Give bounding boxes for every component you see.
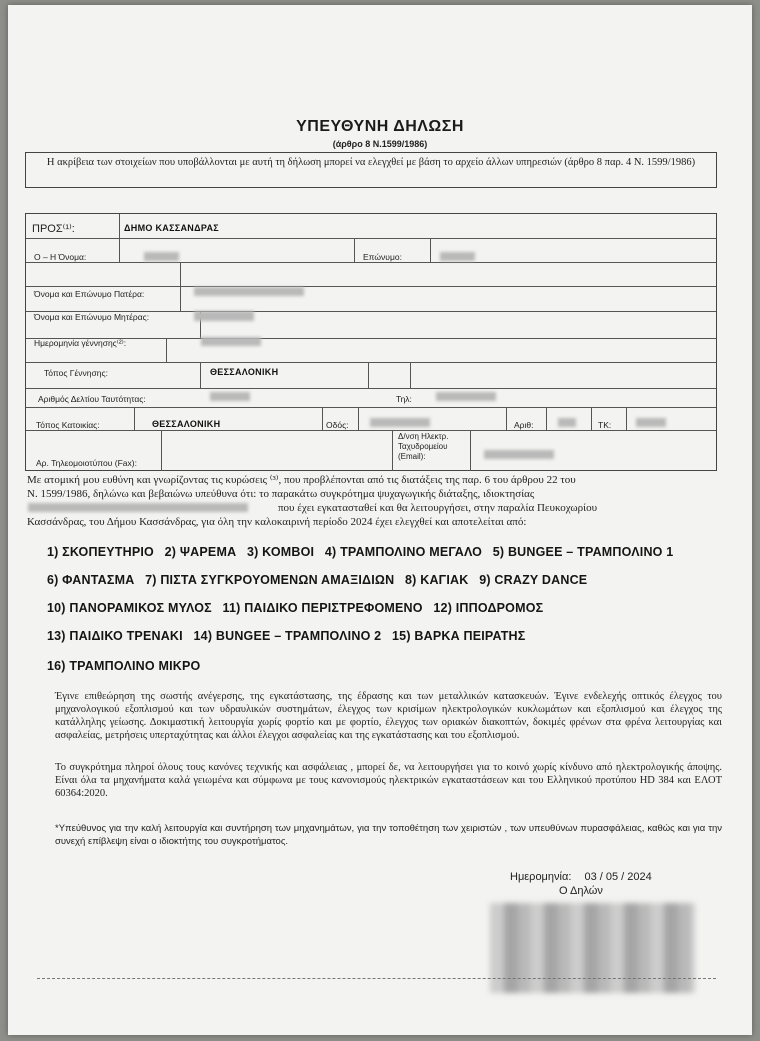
father-name-redacted	[194, 287, 304, 296]
phone-label: Τηλ:	[396, 394, 412, 404]
surname-redacted	[440, 252, 475, 261]
list-item: 14) BUNGEE – ΤΡΑΜΠΟΛΙΝΟ 2	[193, 629, 382, 643]
list-item: 3) ΚΟΜΒΟΙ	[247, 545, 315, 559]
street-number-label: Αριθ:	[514, 420, 534, 430]
list-item: 10) ΠΑΝΟΡΑΜΙΚΟΣ ΜΥΛΟΣ	[47, 601, 212, 615]
mother-name-label: Όνομα και Επώνυμο Μητέρας:	[34, 312, 150, 322]
name-label: Ο – Η Όνομα:	[34, 252, 87, 262]
list-item: 1) ΣΚΟΠΕΥΤΗΡΙΟ	[47, 545, 154, 559]
items-row-1	[47, 545, 680, 559]
mother-name-redacted	[194, 311, 254, 321]
items-row-3	[47, 601, 550, 615]
postcode-label: ΤΚ:	[598, 420, 612, 430]
to-label: ΠΡΟΣ⁽¹⁾:	[32, 223, 75, 235]
declarant-form	[25, 213, 717, 471]
street-redacted	[370, 418, 430, 427]
surname-label: Επώνυμο:	[363, 252, 402, 262]
declaration-line-2: Ν. 1599/1986, δηλώνω και βεβαιώνω υπεύθυνα ότι: το παρακάτω συγκρότημα ψυχαγωγικής διάταξης, ιδιοκτησίας	[27, 488, 535, 500]
list-item: 4) ΤΡΑΜΠΟΛΙΝΟ ΜΕΓΑΛΟ	[324, 545, 483, 559]
list-item: 11) ΠΑΙΔΙΚΟ ΠΕΡΙΣΤΡΕΦΟΜΕΝΟ	[222, 601, 423, 615]
date-value: 03 / 05 / 2024	[584, 871, 652, 883]
declaration-line-3: που έχει εγκατασταθεί και θα λειτουργήσει, στην παραλία Πευκοχωρίου	[278, 502, 598, 514]
list-item: 15) ΒΑΡΚΑ ΠΕΙΡΑΤΗΣ	[392, 629, 526, 643]
list-item: 16) ΤΡΑΜΠΟΛΙΝΟ ΜΙΚΡΟ	[47, 659, 201, 673]
list-item: 2) ΨΑΡΕΜΑ	[164, 545, 237, 559]
street-number-redacted	[558, 418, 576, 427]
street-label: Οδός:	[326, 420, 349, 430]
email-redacted	[484, 450, 554, 459]
email-label: Δ/νση Ηλεκτρ. Ταχυδρομείου (Email):	[398, 432, 449, 461]
list-item: 12) ΙΠΠΟΔΡΟΜΟΣ	[433, 601, 544, 615]
birthplace-value: ΘΕΣΣΑΛΟΝΙΚΗ	[210, 367, 279, 377]
list-item: 6) ΦΑΝΤΑΣΜΑ	[47, 573, 135, 587]
declaration-line-4: Κασσάνδρας, του Δήμου Κασσάνδρας, για όλη την καλοκαιρινή περίοδο 2024 έχει ελεγχθεί και αποτελείται από:	[27, 516, 527, 528]
signature-date	[510, 871, 652, 883]
items-row-2	[47, 573, 594, 587]
phone-redacted	[436, 392, 496, 401]
list-item: 5) BUNGEE – ΤΡΑΜΠΟΛΙΝΟ 1	[492, 545, 674, 559]
compliance-paragraph: Το συγκρότημα πληροί όλους τους κανόνες τεχνικής και ασφάλειας , μπορεί δε, να λειτουργήσει για το κοινό χωρίς κίνδυνο από ηλεκτρολογικής άποψης. Είναι όλα τα μηχανήματα καλά γειωμένα και σύμφωνα με τους κανονισμούς ηλεκτρικών εγκαταστάσεων και του Ελληνικού προτύπου HD 384 και ΕΛΟΤ 60364:2020.	[55, 762, 722, 799]
list-item: 9) CRAZY DANCE	[479, 573, 588, 587]
signature-stamp-redacted	[490, 903, 695, 993]
list-item: 13) ΠΑΙΔΙΚΟ ΤΡΕΝΑΚΙ	[47, 629, 183, 643]
document-subtitle: (άρθρο 8 Ν.1599/1986)	[332, 139, 428, 149]
list-item: 8) ΚΑΓΙΑΚ	[405, 573, 469, 587]
declarant-label: Ο Δηλών	[559, 885, 603, 897]
residence-label: Τόπος Κατοικίας:	[36, 420, 100, 430]
fax-label: Αρ. Τηλεομοιοτύπου (Fax):	[36, 458, 137, 468]
postcode-redacted	[636, 418, 666, 427]
owner-name-redacted	[28, 503, 248, 512]
declaration-line-1: Με ατομική μου ευθύνη και γνωρίζοντας τις κυρώσεις ⁽³⁾, που προβλέπονται από τις διατάξεις της παρ. 6 του άρθρου 22 του	[27, 474, 576, 486]
items-row-4	[47, 629, 533, 643]
list-item: 7) ΠΙΣΤΑ ΣΥΓΚΡΟΥΟΜΕΝΩΝ ΑΜΑΞΙΔΙΩΝ	[145, 573, 395, 587]
father-name-label: Όνομα και Επώνυμο Πατέρα:	[34, 289, 145, 299]
footer-divider	[37, 978, 716, 979]
birthplace-label: Τόπος Γέννησης:	[44, 368, 108, 378]
items-row-5	[47, 659, 207, 673]
id-number-label: Αριθμός Δελτίου Ταυτότητας:	[38, 394, 146, 404]
inspection-paragraph: Έγινε επιθεώρηση της σωστής ανέγερσης, της εγκατάστασης, της έδρασης και των μεταλλικών κατασκευών. Έγινε ενδελεχής οπτικός έλεγχος του μηχανολογικού εξοπλισμού και των υδραυλικών συστημάτων, έλεγχος των κρισίμων ηλεκτρολογικών κυκλωμάτων και εξοπλισμού και έλεγχος της κατάλληλης γείωσης. Δοκιμαστική λειτουργία χωρίς φορτίο και με φορτίο, έλεγχος των οριακών διακοπτών, δοκιμές φρένων στα φρένα λειτουργίας και ασφαλείας, μετρήσεις υπερταχύτητας και άλλοι έλεγχοι ασφαλείας και της εγκατάστασης και του εξοπλισμού.	[55, 691, 722, 741]
accuracy-notice: Η ακρίβεια των στοιχείων που υποβάλλονται με αυτή τη δήλωση μπορεί να ελεγχθεί με βάση το αρχείο άλλων υπηρεσιών (άρθρο 8 παρ. 4 Ν. 1599/1986)	[25, 152, 717, 188]
birthdate-redacted	[201, 337, 261, 346]
to-value: ΔΗΜΟ ΚΑΣΣΑΝΔΡΑΣ	[124, 223, 219, 233]
residence-value: ΘΕΣΣΑΛΟΝΙΚΗ	[152, 419, 221, 429]
id-number-redacted	[210, 392, 250, 401]
birthdate-label: Ημερομηνία γέννησης⁽²⁾:	[34, 338, 127, 348]
name-redacted	[144, 252, 179, 261]
document-title: ΥΠΕΥΘΥΝΗ ΔΗΛΩΣΗ	[296, 118, 464, 135]
responsibility-note: *Υπεύθυνος για την καλή λειτουργία και συντήρηση των μηχανημάτων, για την τοποθέτηση των χειριστών , των υπευθύνων πυρασφάλειας, καθώς και για την συνεχή επίβλεψη είναι ο ιδιοκτήτης του συγκροτήματος.	[55, 823, 722, 847]
date-label: Ημερομηνία:	[510, 871, 572, 883]
